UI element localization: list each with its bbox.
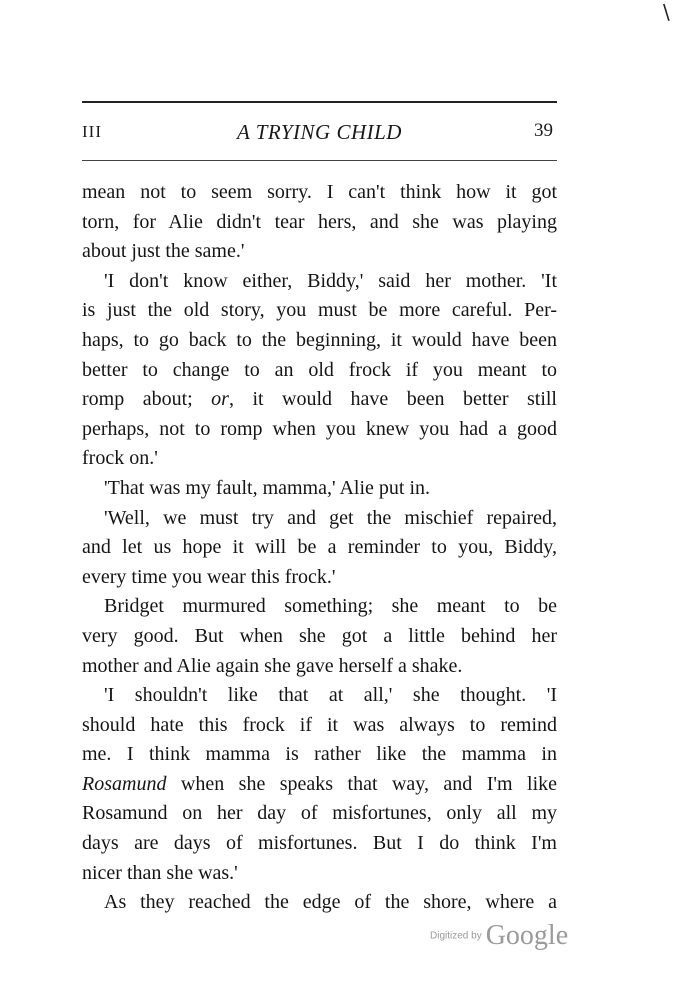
text-line: perhaps, not to romp when you knew you had a good — [82, 417, 557, 440]
text-line: days are days of misfortunes. But I do think I'm — [82, 832, 557, 855]
text-line: better to change to an old frock if you meant to — [82, 358, 557, 381]
watermark-brand: Google — [485, 920, 569, 951]
text-line: is just the old story, you must be more careful. Per- — [82, 299, 557, 322]
text-line: and let us hope it will be a reminder to you, Biddy, — [82, 536, 557, 559]
text-line: Rosamund when she speaks that way, and I'm like — [82, 772, 557, 795]
text-line: 'I don't know either, Biddy,' said her mother. 'It — [104, 269, 557, 292]
text-line: 'That was my fault, mamma,' Alie put in. — [104, 476, 431, 499]
text-line: Bridget murmured something; she meant to be — [104, 595, 557, 618]
header-rule-bottom — [82, 160, 557, 161]
text-line: romp about; or, it would have been better still — [82, 388, 557, 411]
running-head — [82, 120, 557, 150]
text-line: should hate this frock if it was always to remind — [82, 713, 557, 736]
text-line: 'I shouldn't like that at all,' she thought. 'I — [104, 684, 557, 707]
text-line: As they reached the edge of the shore, where a — [104, 891, 557, 914]
watermark-prefix: Digitized by — [430, 930, 482, 942]
text-line: mother and Alie again she gave herself a shake. — [82, 654, 463, 677]
text-line: frock on.' — [82, 447, 158, 470]
page-number: 39 — [534, 120, 553, 141]
text-line: torn, for Alie didn't tear hers, and she was playing — [82, 210, 557, 233]
text-line: nicer than she was.' — [82, 861, 238, 884]
text-line: every time you wear this frock.' — [82, 565, 336, 588]
text-line: haps, to go back to the beginning, it would have been — [82, 328, 557, 351]
text-line: 'Well, we must try and get the mischief repaired, — [104, 506, 557, 529]
header-rule-top — [82, 101, 557, 103]
text-line: Rosamund on her day of misfortunes, only all my — [82, 802, 557, 825]
edge-mark: \ — [663, 0, 670, 24]
text-line: mean not to seem sorry. I can't think how it got — [82, 181, 557, 203]
text-line: me. I think mamma is rather like the mamma in — [82, 743, 557, 766]
text-line: very good. But when she got a little behind her — [82, 624, 557, 647]
running-title: A TRYING CHILD — [237, 120, 402, 144]
chapter-number: III — [82, 122, 102, 141]
digitized-by-google-watermark — [430, 920, 568, 952]
body-text — [82, 178, 557, 918]
text-line: about just the same.' — [82, 240, 245, 263]
